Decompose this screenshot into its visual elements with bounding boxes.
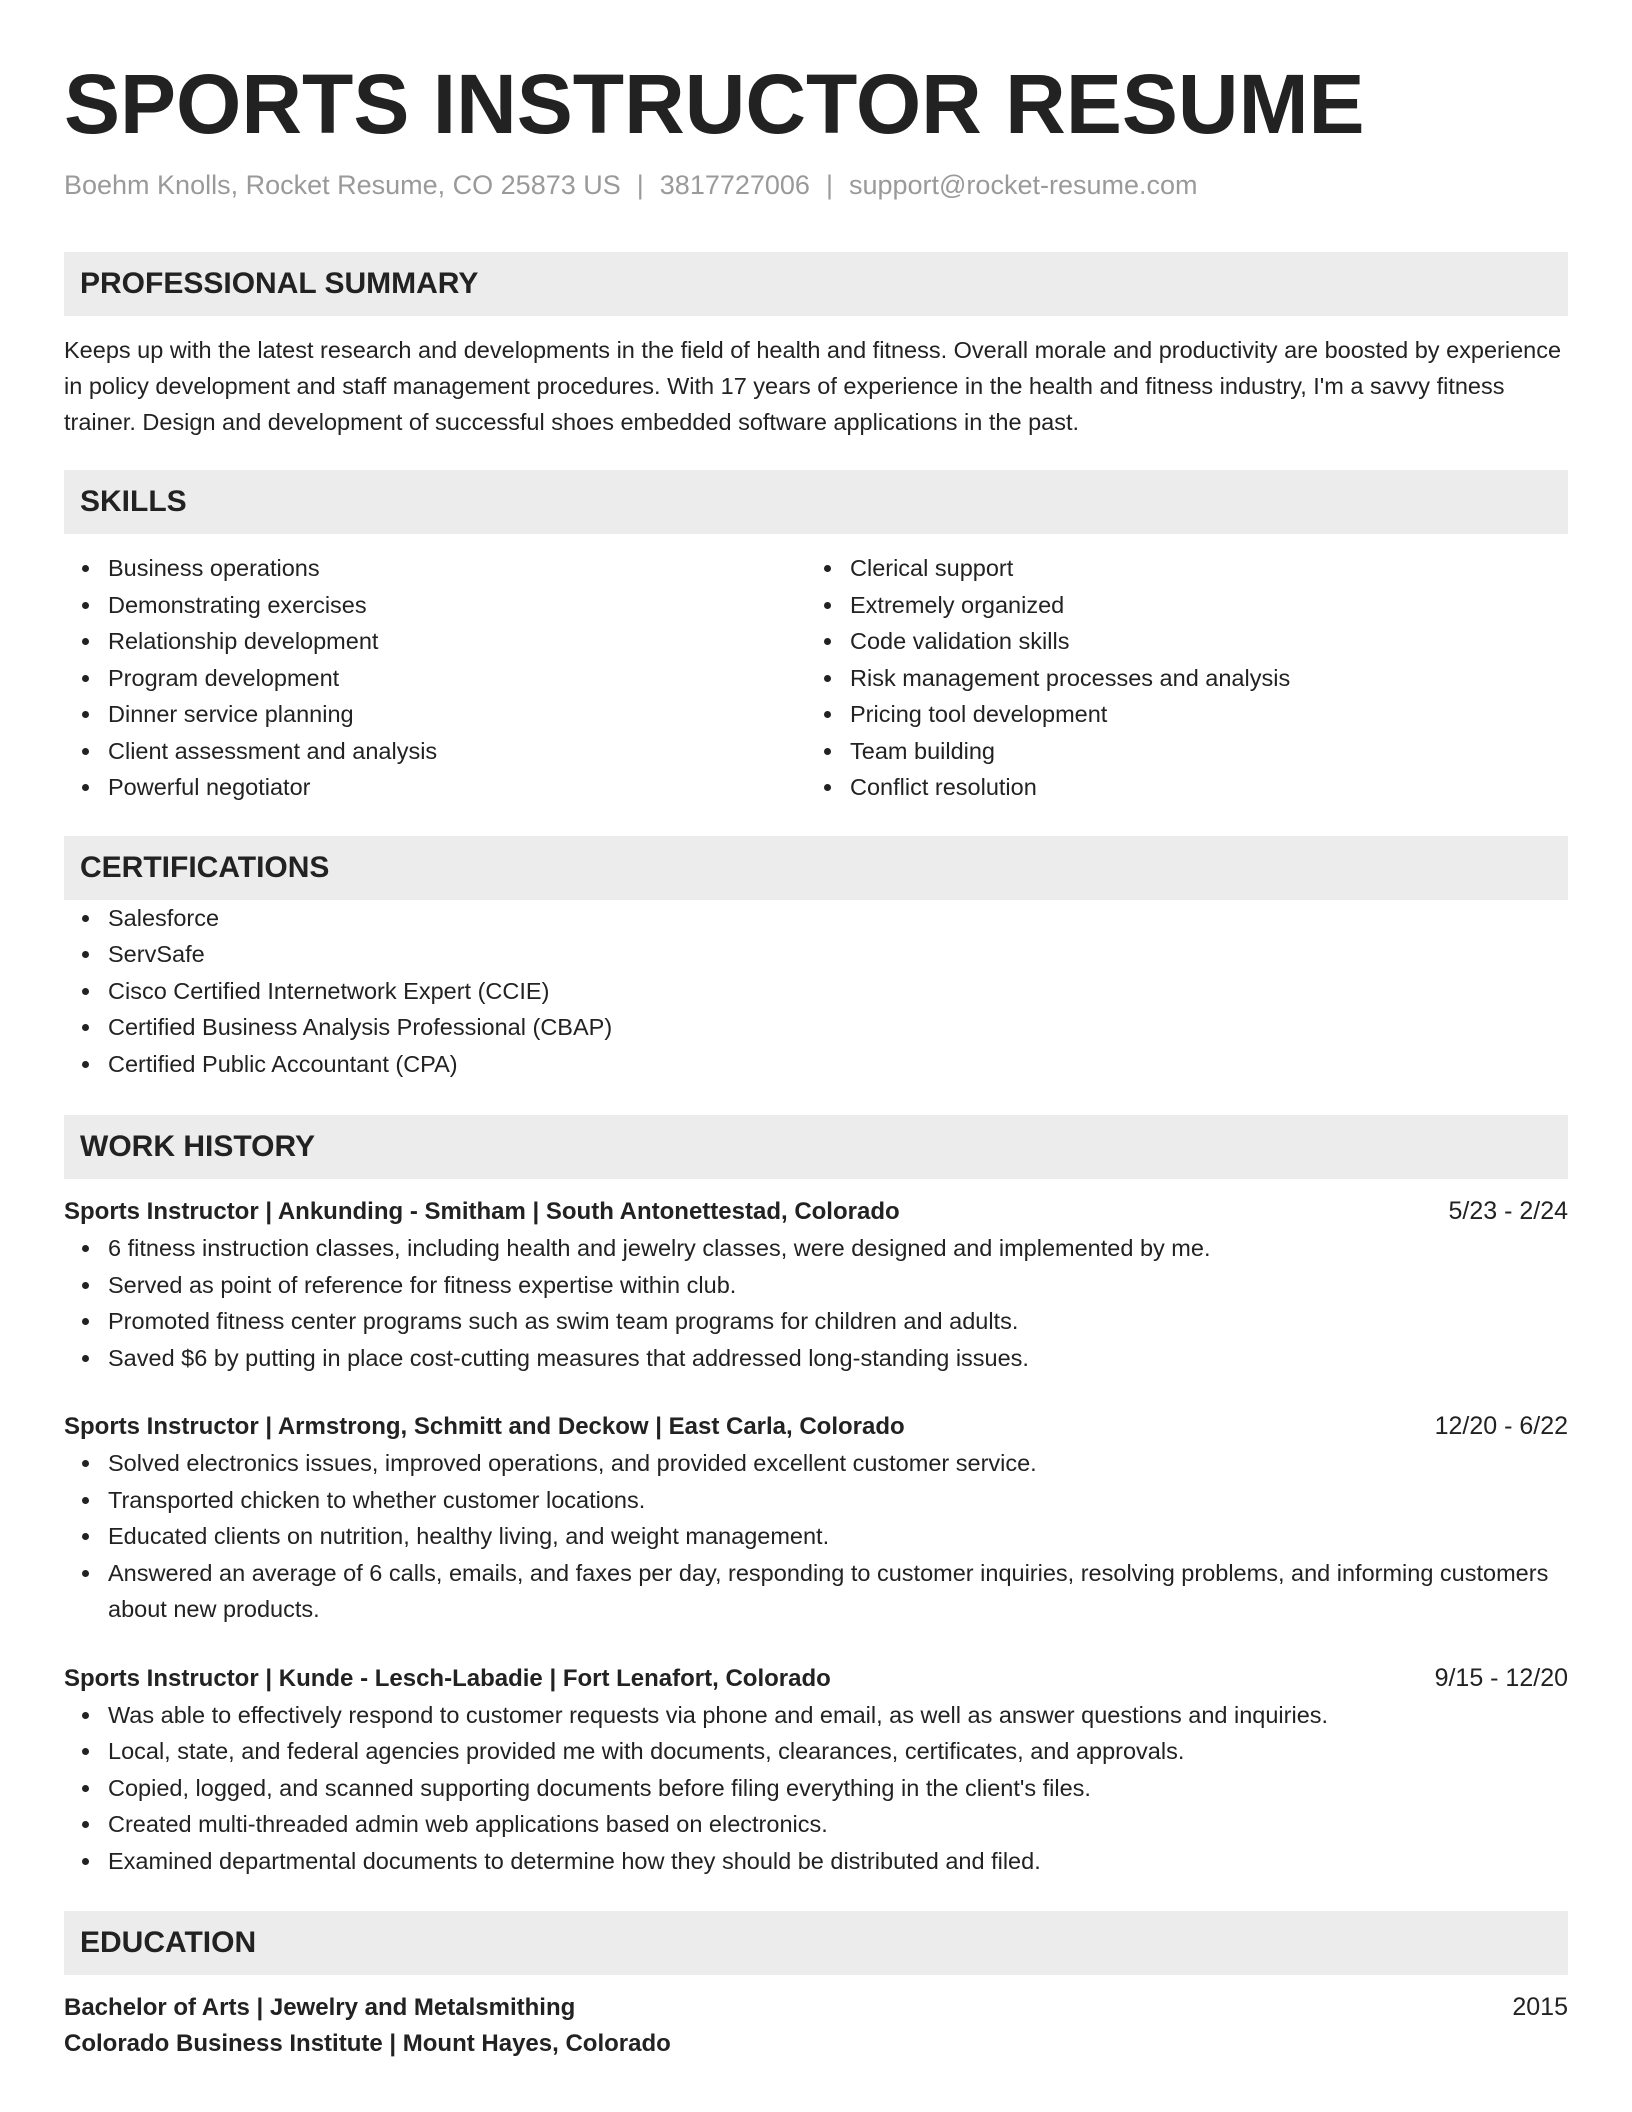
- skill-item: Conflict resolution: [806, 769, 1548, 806]
- contact-separator: |: [825, 170, 833, 200]
- certification-item: ServSafe: [64, 936, 1568, 973]
- job-duty-item: Was able to effectively respond to customer requests via phone and email, as well as answer questions and inquiries.: [64, 1697, 1568, 1734]
- job-dates: 5/23 - 2/24: [1448, 1197, 1568, 1225]
- contact-phone: 3817727006: [659, 170, 810, 200]
- job-entry: [64, 1660, 1568, 1880]
- job-duty-item: 6 fitness instruction classes, including health and jewelry classes, were designed and implemented by me.: [64, 1230, 1568, 1267]
- contact-line: [64, 168, 1568, 202]
- skills-column-right: [806, 550, 1548, 806]
- skill-item: Risk management processes and analysis: [806, 660, 1548, 697]
- job-dates: 12/20 - 6/22: [1434, 1412, 1568, 1440]
- skills-list-left: [64, 550, 806, 806]
- job-header: [64, 1193, 1568, 1230]
- certification-item: Salesforce: [64, 900, 1568, 937]
- skill-item: Business operations: [64, 550, 806, 587]
- job-title: Sports Instructor | Armstrong, Schmitt and Deckow | East Carla, Colorado: [64, 1413, 905, 1440]
- skills-list-right: [806, 550, 1548, 806]
- section-heading-work-history: WORK HISTORY: [64, 1115, 1568, 1179]
- job-duty-item: Served as point of reference for fitness expertise within club.: [64, 1267, 1568, 1304]
- job-duty-item: Solved electronics issues, improved operations, and provided excellent customer service.: [64, 1445, 1568, 1482]
- contact-address: Boehm Knolls, Rocket Resume, CO 25873 US: [64, 170, 621, 200]
- section-heading-certifications: CERTIFICATIONS: [64, 836, 1568, 900]
- skill-item: Extremely organized: [806, 587, 1548, 624]
- education-header: [64, 1989, 1568, 2026]
- skill-item: Dinner service planning: [64, 696, 806, 733]
- skills-column-left: [64, 550, 806, 806]
- job-duty-item: Examined departmental documents to determine how they should be distributed and filed.: [64, 1843, 1568, 1880]
- certification-item: Cisco Certified Internetwork Expert (CCIE): [64, 973, 1568, 1010]
- education-school: Colorado Business Institute | Mount Hayes, Colorado: [64, 2030, 671, 2057]
- certification-item: Certified Business Analysis Professional (CBAP): [64, 1009, 1568, 1046]
- certifications-list: [64, 900, 1568, 1083]
- job-duty-item: Created multi-threaded admin web applications based on electronics.: [64, 1806, 1568, 1843]
- skill-item: Demonstrating exercises: [64, 587, 806, 624]
- job-duty-item: Copied, logged, and scanned supporting documents before filing everything in the client's files.: [64, 1770, 1568, 1807]
- job-duty-item: Answered an average of 6 calls, emails, and faxes per day, responding to customer inquiries, resolving problems, and informing customers about new products.: [64, 1555, 1568, 1628]
- job-duty-item: Promoted fitness center programs such as swim team programs for children and adults.: [64, 1303, 1568, 1340]
- skill-item: Code validation skills: [806, 623, 1548, 660]
- contact-email: support@rocket-resume.com: [848, 170, 1198, 200]
- job-duties-list: [64, 1230, 1568, 1376]
- certification-item: Certified Public Accountant (CPA): [64, 1046, 1568, 1083]
- job-title: Sports Instructor | Ankunding - Smitham | South Antonettestad, Colorado: [64, 1198, 900, 1225]
- section-heading-skills: SKILLS: [64, 470, 1568, 534]
- job-header: [64, 1408, 1568, 1445]
- job-title: Sports Instructor | Kunde - Lesch-Labadie | Fort Lenafort, Colorado: [64, 1664, 831, 1692]
- skill-item: Pricing tool development: [806, 696, 1548, 733]
- education-degree: Bachelor of Arts | Jewelry and Metalsmithing: [64, 1994, 576, 2021]
- job-duty-item: Local, state, and federal agencies provided me with documents, clearances, certificates, and approvals.: [64, 1733, 1568, 1770]
- education-year: 2015: [1512, 1993, 1568, 2021]
- section-heading-summary: PROFESSIONAL SUMMARY: [64, 252, 1568, 316]
- job-entry: [64, 1193, 1568, 1376]
- job-duties-list: [64, 1445, 1568, 1628]
- skill-item: Client assessment and analysis: [64, 733, 806, 770]
- skills-grid: [64, 550, 1568, 806]
- section-heading-education: EDUCATION: [64, 1911, 1568, 1975]
- job-duty-item: Educated clients on nutrition, healthy living, and weight management.: [64, 1518, 1568, 1555]
- job-duty-item: Transported chicken to whether customer locations.: [64, 1482, 1568, 1519]
- job-header: [64, 1660, 1568, 1697]
- summary-paragraph: Keeps up with the latest research and developments in the field of health and fitness. Overall morale and productivity are boosted by experience in policy development and staff management procedures. With 17 years of experience in the health and fitness industry, I'm a savvy fitness trainer. Design and development of successful shoes embedded software applications in the past.: [64, 337, 1562, 435]
- resume-title: SPORTS INSTRUCTOR RESUME: [64, 57, 1365, 151]
- contact-separator: |: [636, 170, 644, 200]
- job-duties-list: [64, 1697, 1568, 1880]
- job-duty-item: Saved $6 by putting in place cost-cutting measures that addressed long-standing issues.: [64, 1340, 1568, 1377]
- skill-item: Clerical support: [806, 550, 1548, 587]
- skill-item: Powerful negotiator: [64, 769, 806, 806]
- job-entry: [64, 1408, 1568, 1628]
- skill-item: Relationship development: [64, 623, 806, 660]
- job-dates: 9/15 - 12/20: [1434, 1663, 1568, 1692]
- skill-item: Team building: [806, 733, 1548, 770]
- skill-item: Program development: [64, 660, 806, 697]
